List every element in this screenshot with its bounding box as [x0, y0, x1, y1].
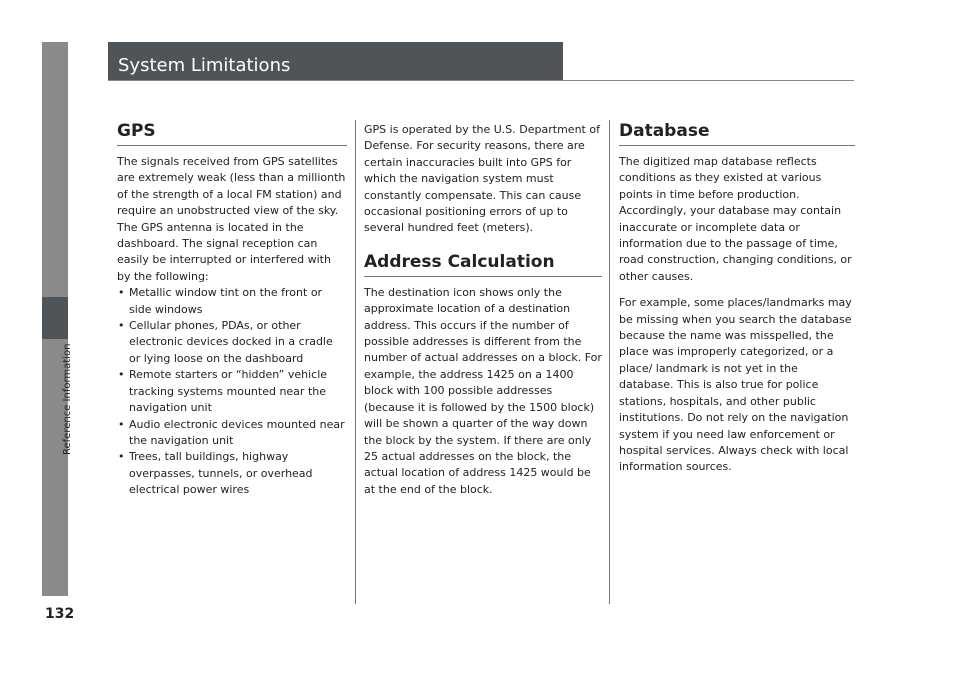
side-label: Reference Information: [62, 343, 73, 455]
page-title: System Limitations: [118, 55, 291, 76]
database-para-1: The digitized map database reflects conditions as they existed at various points in time before production. Accordingly, your database may contain inaccurate or incomplete data or information due to the passage of time, road construction, changing conditions, or other causes.: [619, 155, 852, 283]
gps-intro: The signals received from GPS satellites are extremely weak (less than a millionth of the strength of a local FM station) and require an unobstructed view of the sky. The GPS antenna is located in the dashboard. The signal reception can easily be interrupted or interfered with by the following:: [117, 155, 346, 283]
database-para-2: For example, some places/landmarks may be missing when you search the database because the name was misspelled, the place was improperly categorized, or a place/ landmark is not yet in the database. This is also true for police stations, hospitals, and other public institutions. Do not rely on the navigation system if you need law enforcement or hospital services. Always check with local information sources.: [619, 296, 852, 474]
address-body: The destination icon shows only the approximate location of a destination address. This occurs if the number of possible addresses is different from the number of actual addresses on a block. For example, the address 1425 on a 1400 block with 100 possible addresses (because it is followed by the 1500 block) will be shown a quarter of the way down the block by the system. If there are only 25 actual addresses on the block, the actual location of address 1425 would be at the end of the block.: [364, 285, 602, 496]
bullet-icon: •: [118, 368, 125, 382]
list-item: • Audio electronic devices mounted near the navigation unit: [118, 417, 345, 447]
column-address: [364, 122, 602, 498]
section-heading-gps: GPS: [117, 120, 347, 146]
section-heading-address: Address Calculation: [364, 251, 602, 277]
bullet-icon: •: [118, 286, 125, 300]
column-divider: [609, 120, 610, 604]
list-item: • Remote starters or “hidden” vehicle tracking systems mounted near the navigation unit: [118, 368, 328, 415]
gps-continued: GPS is operated by the U.S. Department of Defense. For security reasons, there are certain inaccuracies built into GPS for which the navigation system must constantly compensate. This can cause occasional positioning errors of up to several hundred feet (meters).: [364, 123, 600, 235]
bullet-icon: •: [118, 319, 125, 333]
section-heading-database: Database: [619, 120, 855, 146]
column-divider: [355, 120, 356, 604]
list-item: • Trees, tall buildings, highway overpasses, tunnels, or overhead electrical power wires: [118, 450, 313, 497]
bullet-icon: •: [118, 417, 125, 431]
column-gps: [117, 120, 347, 499]
gps-bullet-list: [117, 285, 347, 498]
header-bar: [108, 42, 563, 80]
side-tab-marker: [42, 297, 68, 339]
bullet-icon: •: [118, 450, 125, 464]
column-database: [619, 120, 855, 476]
header-rule: [108, 80, 854, 81]
page-number: 132: [45, 606, 75, 622]
list-item: • Metallic window tint on the front or side windows: [118, 286, 323, 316]
list-item: • Cellular phones, PDAs, or other electronic devices docked in a cradle or lying loose on the dashboard: [118, 319, 333, 365]
